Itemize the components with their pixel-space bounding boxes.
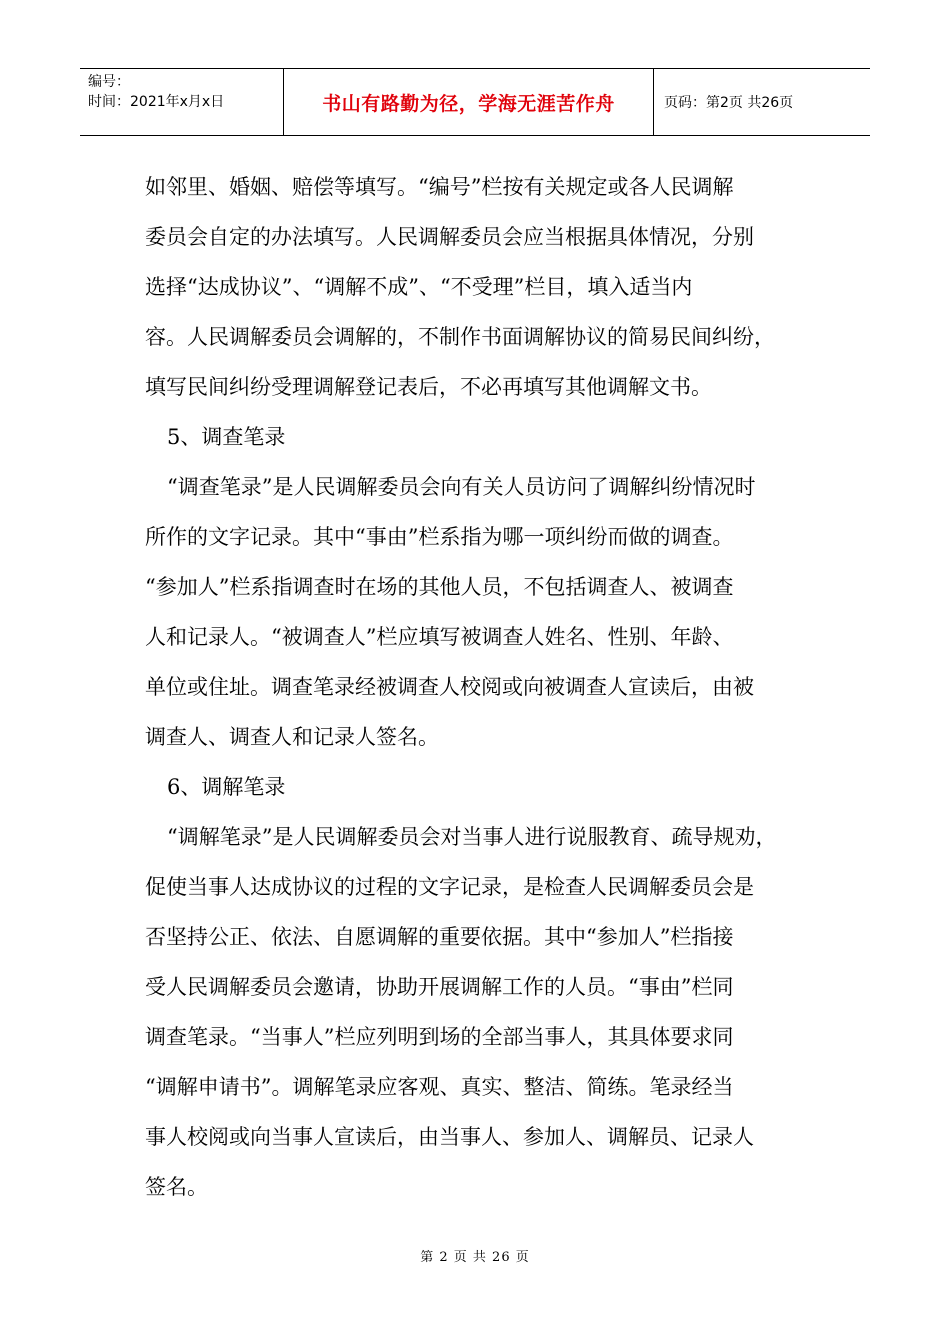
header-motto: 书山有路勤为径，学海无涯苦作舟 [284, 69, 654, 135]
body-line: 调查笔录。“当事人”栏应列明到场的全部当事人，其具体要求同 [145, 1025, 734, 1049]
body-line: 人和记录人。“被调查人”栏应填写被调查人姓名、性别、年龄、 [145, 625, 734, 649]
body-line: 签名。 [145, 1175, 208, 1199]
page-header [80, 68, 870, 136]
body-line: 委员会自定的办法填写。人民调解委员会应当根据具体情况，分别 [145, 225, 754, 249]
body-line: 容。人民调解委员会调解的，不制作书面调解协议的简易民间纠纷， [145, 325, 775, 349]
body-line: “参加人”栏系指调查时在场的其他人员，不包括调查人、被调查 [145, 575, 734, 599]
body-line: 调查人、调查人和记录人签名。 [145, 725, 439, 749]
document-date-label: 时间：2021年x月x日 [88, 94, 225, 110]
body-line: 5、调查笔录 [167, 425, 286, 449]
body-line: 促使当事人达成协议的过程的文字记录，是检查人民调解委员会是 [145, 875, 754, 899]
body-line: 受人民调解委员会邀请，协助开展调解工作的人员。“事由”栏同 [145, 975, 734, 999]
page-footer: 第 2 页 共 26 页 [420, 1250, 530, 1265]
body-line: “调查笔录”是人民调解委员会向有关人员访问了调解纠纷情况时 [167, 475, 756, 499]
header-meta [80, 69, 284, 135]
body-line: “调解笔录”是人民调解委员会对当事人进行说服教育、疏导规劝， [167, 825, 777, 849]
body-line: 所作的文字记录。其中“事由”栏系指为哪一项纠纷而做的调查。 [145, 525, 734, 549]
body-line: 6、调解笔录 [167, 775, 286, 799]
body-line: 如邻里、婚姻、赔偿等填写。“编号”栏按有关规定或各人民调解 [145, 175, 734, 199]
body-line: “调解申请书”。调解笔录应客观、真实、整洁、简练。笔录经当 [145, 1075, 734, 1099]
header-page-number: 页码：第2页 共26页 [664, 95, 794, 111]
body-line: 事人校阅或向当事人宣读后，由当事人、参加人、调解员、记录人 [145, 1125, 754, 1149]
body-line: 否坚持公正、依法、自愿调解的重要依据。其中“参加人”栏指接 [145, 925, 734, 949]
body-line: 选择“达成协议”、“调解不成”、“不受理”栏目，填入适当内 [145, 275, 693, 299]
body-line: 单位或住址。调查笔录经被调查人校阅或向被调查人宣读后，由被 [145, 675, 754, 699]
document-number-label: 编号： [88, 74, 130, 90]
document-body [145, 162, 835, 1212]
body-line: 填写民间纠纷受理调解登记表后，不必再填写其他调解文书。 [145, 375, 712, 399]
